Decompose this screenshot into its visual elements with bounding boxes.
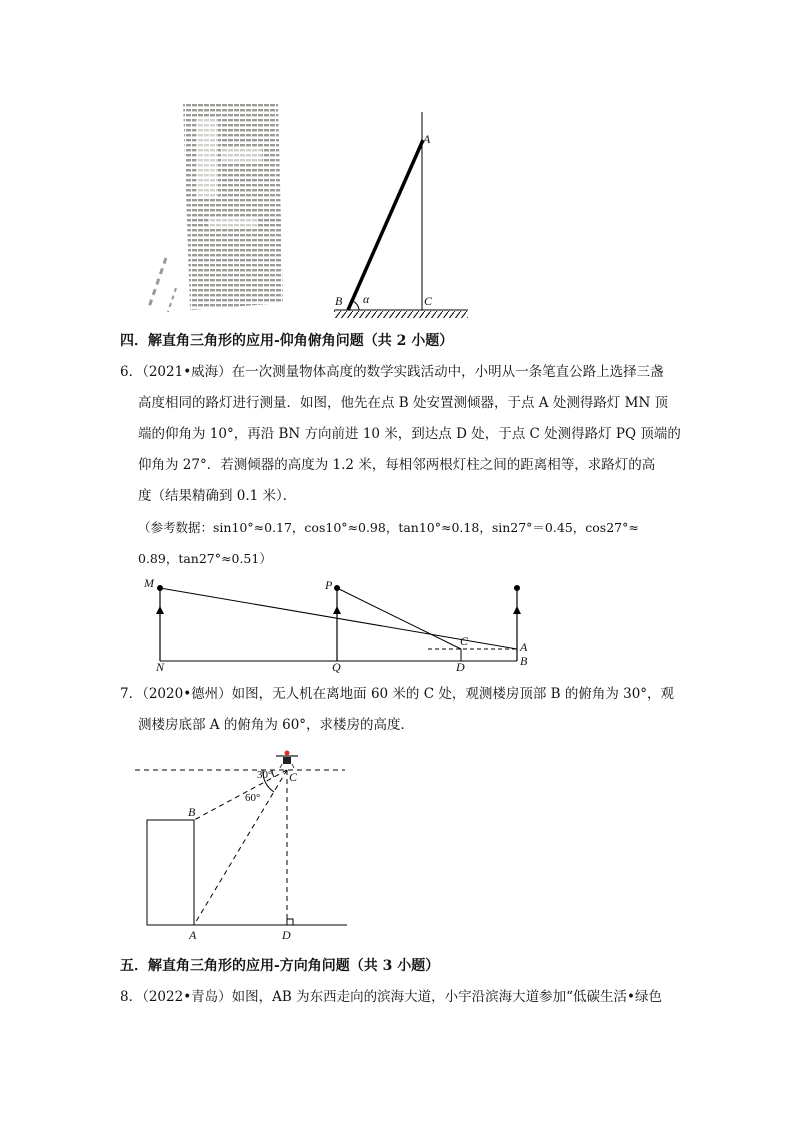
label-D: D (456, 660, 465, 674)
q7-line-1: 7．（2020•德州）如图，无人机在离地面 60 米的 C 处，观测楼房顶部 B 的俯角为 30°，观 (120, 686, 675, 702)
label-C: C (460, 634, 469, 648)
label-A: A (520, 640, 528, 654)
label-C: C (289, 770, 298, 784)
ladder-line (348, 140, 423, 310)
q7-line-2: 测楼房底部 A 的俯角为 60°，求楼房的高度． (138, 717, 415, 733)
label-alpha: α (363, 292, 370, 306)
drone-icon (276, 751, 298, 769)
q6-line-7: 0.89，tan27°≈0.51） (138, 551, 272, 566)
label-B: B (335, 294, 343, 308)
question-7 (120, 679, 676, 741)
label-A: A (423, 132, 431, 146)
question-8 (120, 982, 676, 1013)
label-B: B (520, 654, 528, 668)
drone-building-diagram (135, 745, 355, 945)
building (147, 820, 194, 925)
label-M: M (144, 576, 154, 590)
sight-line-CP (337, 588, 461, 649)
q6-line-2: 高度相同的路灯进行测量．如图，他先在点 B 处安置测倾器，于点 A 处测得路灯 MN 顶 (138, 395, 669, 411)
q6-line-3: 端的仰角为 10°，再沿 BN 方向前进 10 米，到达点 D 处，于点 C 处测得路灯 PQ 顶端的 (138, 426, 681, 442)
label-A: A (189, 928, 197, 942)
q6-line-5: 度（结果精确到 0.1 米）． (138, 488, 297, 504)
label-P: P (325, 578, 333, 592)
label-C: C (424, 294, 433, 308)
q6-line-6: （参考数据：sin10°≈0.17，cos10°≈0.98，tan10°≈0.18，sin27°＝0.45，cos27°≈ (138, 520, 639, 535)
section4-heading: 四．解直角三角形的应用-仰角俯角问题（共 2 小题） (120, 333, 454, 349)
label-angle-30: 30° (257, 769, 273, 781)
label-D: D (282, 928, 291, 942)
label-B: B (188, 805, 196, 819)
question-6 (120, 357, 681, 574)
ladder-diagram (328, 112, 478, 322)
q6-line-1: 6．（2021•威海）在一次测量物体高度的数学实践活动中，小明从一条笔直公路上选择三盏 (120, 364, 664, 380)
q8-line-1: 8．（2022•青岛）如图，AB 为东西走向的滨海大道，小宇沿滨海大道参加“低碳生活•绿色 (120, 989, 662, 1005)
q6-line-4: 仰角为 27°．若测倾器的高度为 1.2 米，每相邻两根灯柱之间的距离相等，求路灯的高 (138, 457, 656, 473)
ladder-photo (138, 98, 283, 318)
label-angle-60: 60° (245, 792, 261, 804)
section5-heading: 五．解直角三角形的应用-方向角问题（共 3 小题） (120, 958, 440, 974)
streetlight-diagram (140, 574, 540, 674)
label-Q: Q (332, 660, 341, 674)
label-N: N (156, 660, 165, 674)
